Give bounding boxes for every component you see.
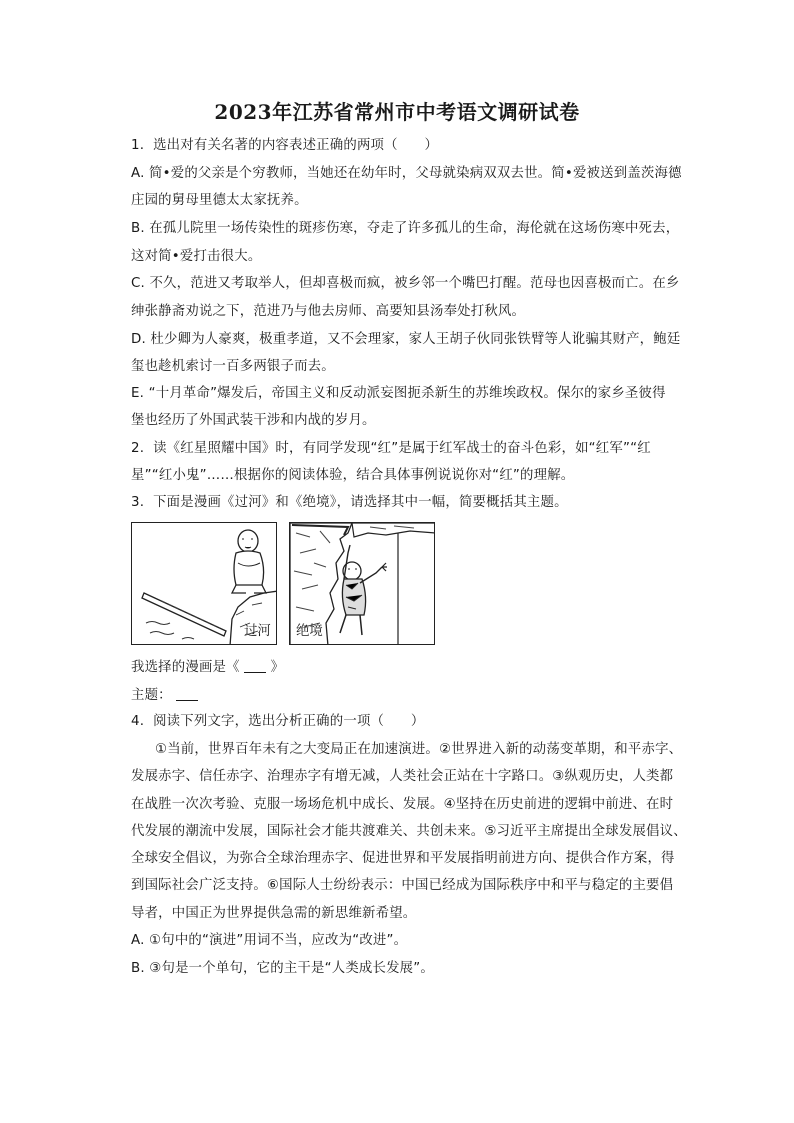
q4-passage-line4: 代发展的潮流中发展，国际社会才能共渡难关、共创未来。⑤习近平主席提出全球发展倡议、 [131, 824, 687, 839]
q1-option-c-line1: C. 不久，范进又考取举人，但却喜极而疯，被乡邻一个嘴巴打醒。范母也因喜极而亡。在乡 [131, 276, 680, 291]
q4-option-b: B. ③句是一个单句，它的主干是“人类成长发展”。 [131, 961, 434, 976]
caption-dead-end: 绝境 [296, 624, 323, 639]
q4-option-a: A. ①句中的“演进”用词不当，应改为“改进”。 [131, 933, 408, 948]
q4-passage-line1: ①当前，世界百年未有之大变局正在加速演进。②世界进入新的动荡变革期，和平赤字、 [155, 742, 683, 757]
q1-option-d-line1: D. 杜少卿为人豪爽，极重孝道，又不会理家，家人王胡子伙同张铁臂等人讹骗其财产，鲍廷 [131, 332, 681, 347]
q3-choice-prefix: 我选择的漫画是《 [131, 660, 240, 675]
q4-header: 4. 阅读下列文字，选出分析正确的一项（ ） [131, 714, 425, 729]
q1-header: 1. 选出对有关名著的内容表述正确的两项（ ） [131, 138, 439, 153]
q1-option-d-line2: 玺也趁机索讨一百多两银子而去。 [131, 359, 335, 374]
q3-header: 3. 下面是漫画《过河》和《绝境》，请选择其中一幅，简要概括其主题。 [131, 495, 568, 510]
q4-passage-line2: 发展赤字、信任赤字、治理赤字有增无减，人类社会正站在十字路口。③纵观历史，人类都 [131, 769, 674, 784]
q3-theme-label: 主题： [131, 688, 172, 703]
q3-theme-line [131, 686, 701, 705]
q3-theme-blank[interactable] [176, 686, 198, 701]
q4-passage-line6: 到国际社会广泛支持。⑥国际人士纷纷表示：中国已经成为国际秩序中和平与稳定的主要倡 [131, 878, 674, 893]
q1-option-e-line1: E. “十月革命”爆发后，帝国主义和反动派妄图扼杀新生的苏维埃政权。保尔的家乡圣彼得 [131, 386, 666, 401]
q1-option-e-line2: 堡也经历了外国武装干涉和内战的岁月。 [131, 413, 376, 428]
cartoon-crossing-river [131, 522, 277, 645]
q1-option-c-line2: 绅张静斋劝说之下，范进乃与他去房师、高要知县汤奉处打秋风。 [131, 304, 526, 319]
cartoon-dead-end [289, 522, 435, 645]
q1-option-b-line1: B. 在孤儿院里一场传染性的斑疹伤寒，夺走了许多孤儿的生命，海伦就在这场伤寒中死去， [131, 221, 680, 236]
q4-passage-line3: 在战胜一次次考验、克服一场场危机中成长、发展。④坚持在历史前进的逻辑中前进、在时 [131, 797, 674, 812]
q4-passage-line5: 全球安全倡议，为弥合全球治理赤字、促进世界和平发展指明前进方向、提供合作方案，得 [131, 851, 675, 866]
q1-option-a-line1: A. 简•爱的父亲是个穷教师，当她还在幼年时，父母就染病双双去世。简•爱被送到盖茨海德 [131, 166, 682, 181]
q3-choice-suffix: 》 [270, 660, 285, 675]
q3-choice-blank[interactable] [244, 658, 266, 673]
q1-option-b-line2: 这对简•爱打击很大。 [131, 249, 262, 264]
caption-crossing-river: 过河 [244, 624, 271, 639]
q2-line1: 2. 读《红星照耀中国》时，有同学发现“红”是属于红军战士的奋斗色彩，如“红军”“红 [131, 441, 651, 456]
q3-choice-line [131, 658, 701, 677]
q2-line2: 星”“红小鬼”……根据你的阅读体验，结合具体事例说说你对“红”的理解。 [131, 468, 575, 483]
q1-option-a-line2: 庄园的舅母里德太太家抚养。 [131, 193, 308, 208]
q4-passage-line7: 导者，中国正为世界提供急需的新思维新希望。 [131, 906, 417, 921]
page-title: 2023年江苏省常州市中考语文调研试卷 [214, 100, 580, 124]
